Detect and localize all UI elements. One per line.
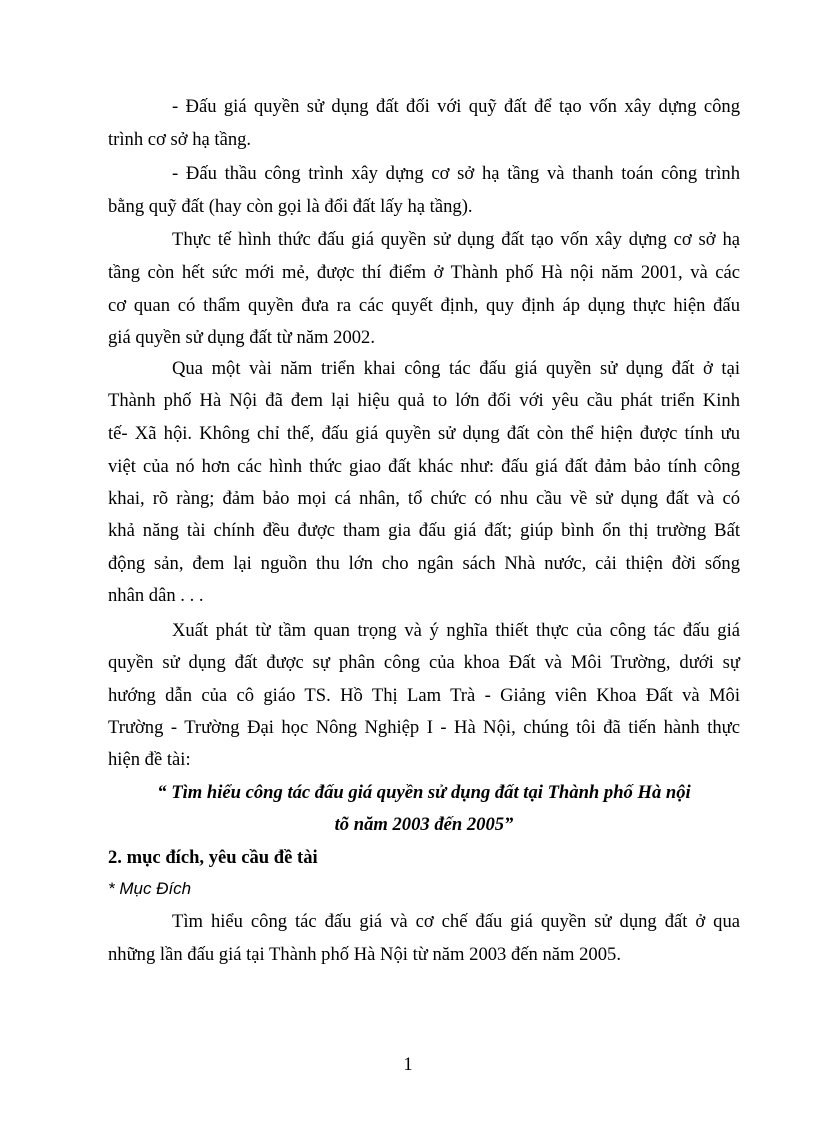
paragraph-line: khả năng tài chính đều được tham gia đấu giá đất; giúp bình ổn thị trường Bất <box>108 520 740 541</box>
paragraph-line: hướng dẫn của cô giáo TS. Hồ Thị Lam Trà - Giảng viên Khoa Đất và Môi <box>108 685 740 706</box>
purpose-line: Tìm hiểu công tác đấu giá và cơ chế đấu giá quyền sử dụng đất ở qua <box>172 911 740 932</box>
thesis-title-line-2: tõ năm 2003 đến 2005” <box>334 814 514 835</box>
paragraph-line: cơ quan có thẩm quyền đưa ra các quyết định, quy định áp dụng thực hiện đấu <box>108 295 740 316</box>
purpose-line: những lần đấu giá tại Thành phố Hà Nội từ năm 2003 đến năm 2005. <box>108 944 621 965</box>
section-heading: 2. mục đích, yêu cầu đề tài <box>108 847 318 868</box>
paragraph-line: nhân dân . . . <box>108 585 204 606</box>
paragraph-line: Qua một vài năm triển khai công tác đấu giá quyền sử dụng đất ở tại <box>172 358 740 379</box>
paragraph-line: Xuất phát từ tầm quan trọng và ý nghĩa thiết thực của công tác đấu giá <box>172 620 740 641</box>
paragraph-line: giá quyền sử dụng đất từ năm 2002. <box>108 327 376 348</box>
paragraph-line: Thực tế hình thức đấu giá quyền sử dụng đất tạo vốn xây dựng cơ sở hạ <box>172 229 740 250</box>
page-number: 1 <box>403 1054 413 1075</box>
paragraph-line: Trường - Trường Đại học Nông Nghiệp I - Hà Nội, chúng tôi đã tiến hành thực <box>108 717 740 738</box>
paragraph-line: - Đấu thầu công trình xây dựng cơ sở hạ tầng và thanh toán công trình <box>172 163 740 184</box>
paragraph-line: Thành phố Hà Nội đã đem lại hiệu quả to lớn đối với yêu cầu phát triển Kinh <box>108 390 740 411</box>
paragraph-line: quyền sử dụng đất được sự phân công của khoa Đất và Môi Trường, dưới sự <box>108 652 740 673</box>
paragraph-line: khai, rõ ràng; đảm bảo mọi cá nhân, tổ chức có nhu cầu về sử dụng đất và có <box>108 488 740 509</box>
subheading-purpose: * Mục Đích <box>108 879 192 898</box>
paragraph-line: hiện đề tài: <box>108 749 191 770</box>
paragraph-line: tế- Xã hội. Không chỉ thế, đấu giá quyền sử dụng đất còn thể hiện được tính ưu <box>108 423 740 444</box>
paragraph-line: động sản, đem lại nguồn thu lớn cho ngân sách Nhà nước, cải thiện đời sống <box>108 553 740 574</box>
paragraph-line: trình cơ sở hạ tầng. <box>108 129 252 150</box>
paragraph-line: tầng còn hết sức mới mẻ, được thí điểm ở Thành phố Hà nội năm 2001, và các <box>108 262 740 283</box>
paragraph-line: bằng quỹ đất (hay còn gọi là đổi đất lấy hạ tầng). <box>108 196 473 217</box>
paragraph-line: - Đấu giá quyền sử dụng đất đối với quỹ đất để tạo vốn xây dựng công <box>172 96 740 117</box>
thesis-title-line-1: “ Tìm hiểu công tác đấu giá quyền sử dụng đất tại Thành phố Hà nội <box>157 782 691 803</box>
paragraph-line: việt của nó hơn các hình thức giao đất khác như: đấu giá đất đảm bảo tính công <box>108 456 740 477</box>
